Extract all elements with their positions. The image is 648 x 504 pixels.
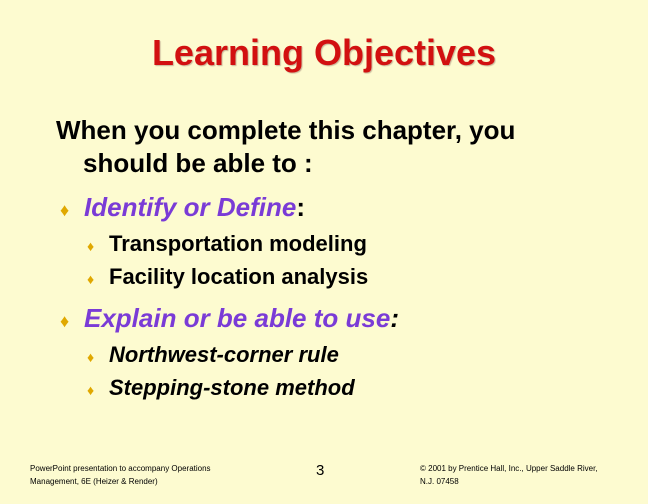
section-suffix: : (390, 303, 399, 333)
diamond-bullet-icon: ♦ (60, 311, 70, 331)
diamond-bullet-icon: ♦ (60, 200, 70, 220)
list-item: ♦ Northwest-corner rule (87, 342, 339, 370)
diamond-bullet-icon: ♦ (87, 382, 95, 398)
footer-copyright: © 2001 by Prentice Hall, Inc., Upper Saddle River, N.J. 07458 (420, 464, 598, 486)
intro-line-2: should be able to : (83, 148, 313, 178)
footer-credit: PowerPoint presentation to accompany Operations Management, 6E (Heizer & Render) (30, 464, 211, 486)
list-item: ♦ Stepping-stone method (87, 375, 355, 403)
list-item: ♦ Transportation modeling (87, 231, 367, 259)
intro-line-1: When you complete this chapter, you (56, 115, 516, 145)
diamond-bullet-icon: ♦ (87, 271, 95, 287)
section-heading: Identify or Define (84, 192, 297, 222)
section-heading: Explain or be able to use (84, 303, 391, 333)
section-identify (60, 192, 305, 225)
slide-title: Learning Objectives (151, 32, 497, 73)
section-suffix: : (296, 192, 306, 222)
list-item: ♦ Facility location analysis (87, 264, 368, 292)
intro-text (56, 114, 616, 180)
section-explain (60, 303, 399, 336)
page-number: 3 (316, 462, 325, 479)
diamond-bullet-icon: ♦ (87, 349, 95, 365)
diamond-bullet-icon: ♦ (87, 238, 95, 254)
